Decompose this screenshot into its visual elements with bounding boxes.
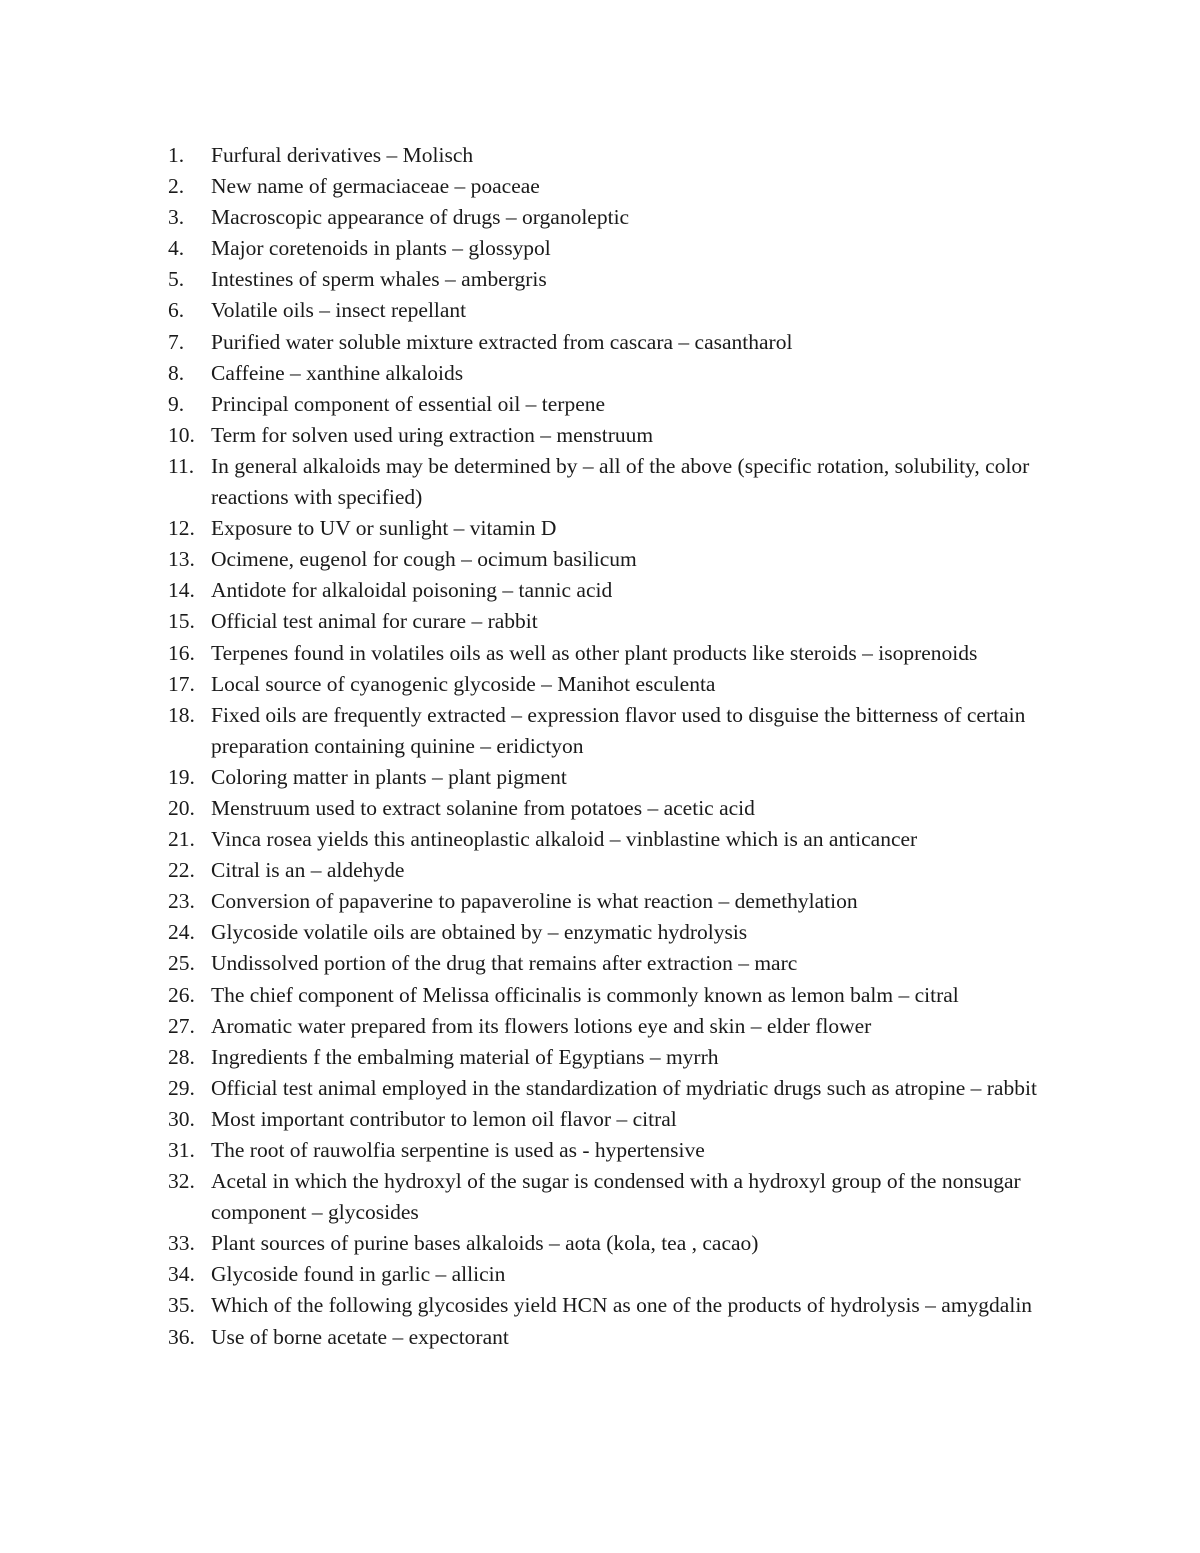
list-item-text: Undissolved portion of the drug that remains after extraction – marc	[211, 951, 798, 976]
list-item-text: Antidote for alkaloidal poisoning – tannic acid	[211, 578, 613, 603]
numbered-list	[168, 140, 1068, 1353]
list-item	[168, 451, 1068, 513]
list-item-number: 5.	[168, 267, 185, 292]
list-item-number: 1.	[168, 143, 185, 167]
list-item-number: 16.	[168, 640, 195, 665]
list-item-number: 34.	[168, 1262, 195, 1287]
list-item-text: Citral is an – aldehyde	[211, 858, 405, 883]
list-item-number: 29.	[168, 1075, 195, 1100]
list-item	[168, 389, 1068, 420]
list-item-text: The chief component of Melissa officinalis is commonly known as lemon balm – citral	[211, 982, 959, 1007]
list-item-number: 18.	[168, 702, 195, 727]
list-item-text: Principal component of essential oil – terpene	[211, 391, 606, 416]
list-item-number: 6.	[168, 298, 185, 323]
list-item	[168, 233, 1068, 264]
list-item	[168, 762, 1068, 793]
list-item-text: The root of rauwolfia serpentine is used as - hypertensive	[211, 1138, 705, 1162]
list-item-text: Glycoside found in garlic – allicin	[211, 1262, 506, 1287]
list-item	[168, 1290, 1068, 1321]
list-item	[168, 513, 1068, 544]
list-item-text: Use of borne acetate – expectorant	[211, 1324, 509, 1349]
list-item-text: Caffeine – xanthine alkaloids	[211, 360, 464, 385]
list-item-text: Local source of cyanogenic glycoside – Manihot esculenta	[211, 671, 716, 696]
list-item-text: Coloring matter in plants – plant pigment	[211, 764, 567, 789]
list-item-number: 35.	[168, 1293, 195, 1318]
list-item-text: Macroscopic appearance of drugs – organoleptic	[211, 205, 630, 230]
list-item-number: 30.	[168, 1106, 195, 1131]
list-item-text: Volatile oils – insect repellant	[211, 298, 467, 323]
list-item-number: 32.	[168, 1169, 195, 1194]
list-item-number: 26.	[168, 982, 195, 1007]
list-item	[168, 1011, 1068, 1042]
list-item-text: Conversion of papaverine to papaveroline is what reaction – demethylation	[211, 889, 858, 914]
list-item	[168, 886, 1068, 917]
list-item-text: Menstruum used to extract solanine from potatoes – acetic acid	[211, 795, 755, 820]
list-item	[168, 638, 1068, 669]
list-item-text: Plant sources of purine bases alkaloids – aota (kola, tea , cacao)	[211, 1231, 759, 1256]
list-item	[168, 1073, 1068, 1104]
list-item-text: Official test animal for curare – rabbit	[211, 609, 538, 634]
list-item-number: 15.	[168, 609, 195, 634]
list-item-text: Major coretenoids in plants – glossypol	[211, 236, 551, 261]
list-item	[168, 1135, 1068, 1166]
list-item	[168, 171, 1068, 202]
list-item-text: Exposure to UV or sunlight – vitamin D	[211, 516, 557, 541]
list-item-number: 11.	[168, 453, 195, 478]
list-item	[168, 1259, 1068, 1290]
list-item	[168, 544, 1068, 575]
list-item-text: Aromatic water prepared from its flowers lotions eye and skin – elder flower	[211, 1013, 872, 1038]
list-item-number: 17.	[168, 671, 195, 696]
list-item	[168, 1228, 1068, 1259]
list-item-number: 12.	[168, 516, 195, 541]
list-item-number: 27.	[168, 1013, 195, 1038]
list-item-text: Which of the following glycosides yield HCN as one of the products of hydrolysis – amygdalin	[211, 1293, 1033, 1318]
list-item	[168, 140, 1068, 171]
list-item	[168, 980, 1068, 1011]
list-item-text: Term for solven used uring extraction – menstruum	[211, 422, 654, 447]
list-item-number: 8.	[168, 360, 185, 385]
list-item-text: Ocimene, eugenol for cough – ocimum basilicum	[211, 547, 637, 572]
list-item	[168, 295, 1068, 326]
list-item-text: Fixed oils are frequently extracted – expression flavor used to disguise the bitterness of certain preparation containing quinine – eridictyon	[211, 702, 1026, 758]
list-item	[168, 669, 1068, 700]
list-item	[168, 202, 1068, 233]
list-item-text: Intestines of sperm whales – ambergris	[211, 267, 547, 292]
list-item-text: Glycoside volatile oils are obtained by – enzymatic hydrolysis	[211, 920, 748, 945]
list-item	[168, 917, 1068, 948]
list-item	[168, 1104, 1068, 1135]
list-item-number: 7.	[168, 329, 185, 354]
list-item-text: In general alkaloids may be determined by – all of the above (specific rotation, solubility, color reactions with specified)	[211, 453, 1030, 510]
list-item	[168, 264, 1068, 295]
list-item-number: 21.	[168, 827, 195, 852]
list-item-number: 14.	[168, 578, 195, 603]
list-item	[168, 1166, 1068, 1228]
list-item-number: 20.	[168, 795, 195, 820]
list-item	[168, 793, 1068, 824]
list-item-number: 28.	[168, 1044, 195, 1069]
list-item-number: 36.	[168, 1324, 195, 1349]
list-item-number: 10.	[168, 422, 195, 447]
list-item-text: Most important contributor to lemon oil flavor – citral	[211, 1106, 677, 1131]
list-item-text: Purified water soluble mixture extracted from cascara – casantharol	[211, 329, 793, 354]
list-item-number: 13.	[168, 547, 195, 572]
list-item-number: 22.	[168, 858, 195, 883]
list-item	[168, 327, 1068, 358]
list-item	[168, 358, 1068, 389]
list-item	[168, 948, 1068, 979]
list-item-text: New name of germaciaceae – poaceae	[211, 174, 540, 199]
list-item	[168, 855, 1068, 886]
list-item-text: Ingredients f the embalming material of Egyptians – myrrh	[211, 1044, 719, 1069]
list-item-number: 24.	[168, 920, 195, 945]
list-item-number: 4.	[168, 236, 185, 261]
list-item-number: 2.	[168, 174, 185, 199]
list-item-text: Official test animal employed in the standardization of mydriatic drugs such as atropine – rabbit	[211, 1075, 1037, 1100]
list-item-text: Furfural derivatives – Molisch	[211, 143, 474, 167]
list-item-number: 3.	[168, 205, 185, 230]
list-item-text: Vinca rosea yields this antineoplastic alkaloid – vinblastine which is an anticancer	[211, 827, 918, 852]
list-item	[168, 606, 1068, 637]
list-item-number: 25.	[168, 951, 195, 976]
list-item-number: 33.	[168, 1231, 195, 1256]
list-item-number: 19.	[168, 764, 195, 789]
list-item-text: Acetal in which the hydroxyl of the sugar is condensed with a hydroxyl group of the nonsugar component – glycosides	[211, 1169, 1021, 1225]
list-item	[168, 1042, 1068, 1073]
list-item	[168, 700, 1068, 762]
list-item-number: 9.	[168, 391, 185, 416]
list-item	[168, 1322, 1068, 1353]
list-item-number: 31.	[168, 1138, 195, 1162]
list-item	[168, 575, 1068, 606]
list-item	[168, 420, 1068, 451]
list-item-text: Terpenes found in volatiles oils as well as other plant products like steroids – isoprenoids	[211, 640, 978, 665]
list-item-number: 23.	[168, 889, 195, 914]
list-item	[168, 824, 1068, 855]
